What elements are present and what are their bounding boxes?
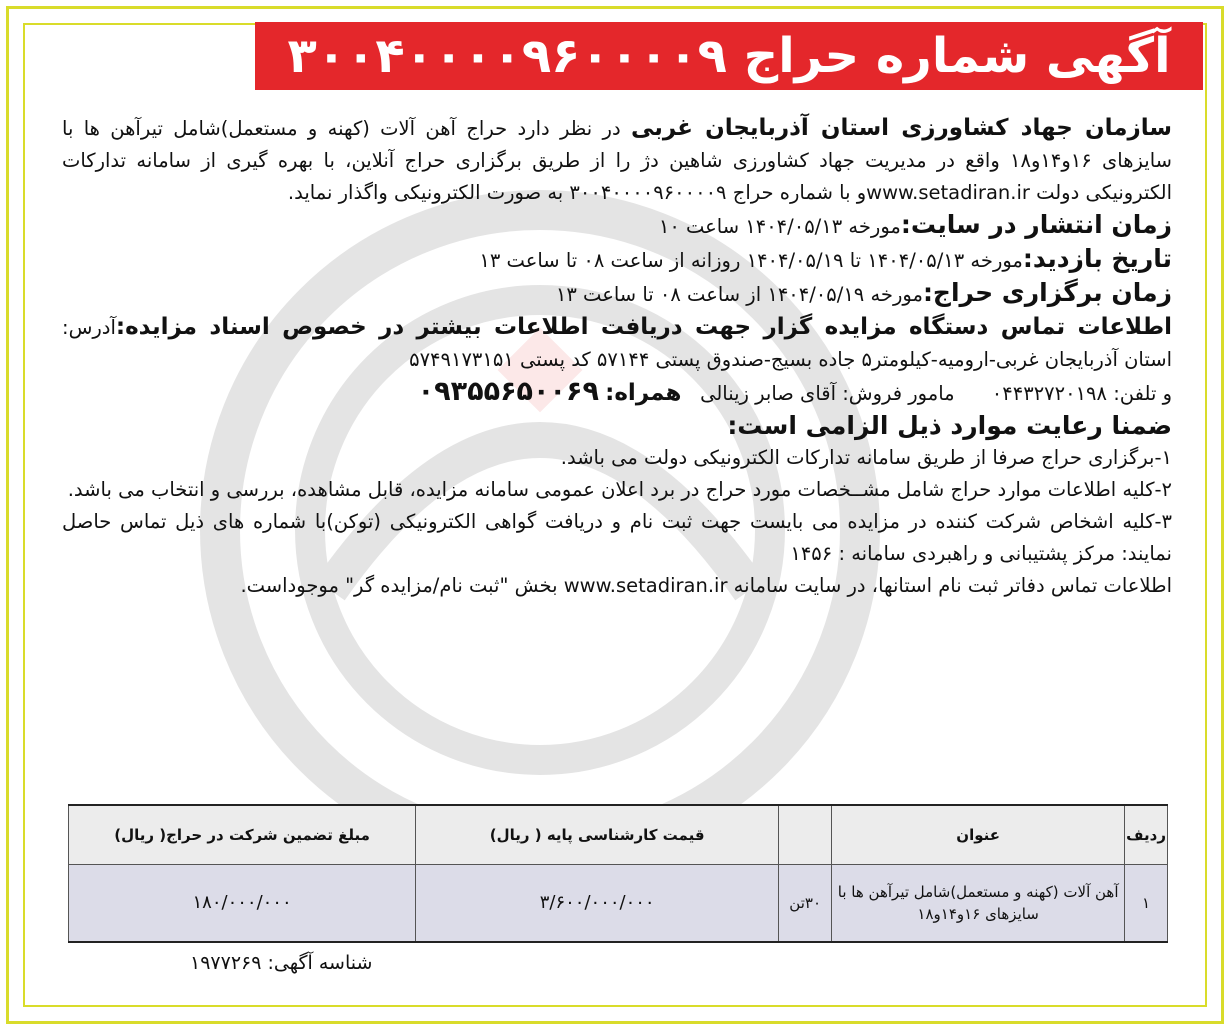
note-item: ۳-کلیه اشخاص شرکت کننده در مزایده می بایست جهت ثبت نام و دریافت گواهی الکترونیکی (توکن)با شماره های ذیل تماس حاصل نمایند: مرکز پشتیبانی و راهبردی سامانه : ۱۴۵۶ — [62, 510, 1172, 565]
setad-link[interactable]: www.setadiran.ir — [866, 181, 1030, 204]
contact-info — [62, 311, 1172, 376]
note-final: اطلاعات تماس دفاتر ثبت نام استانها، در سایت سامانه www.setadiran.ir بخش "ثبت نام/مزایده گر" موجوداست. — [240, 574, 1172, 597]
visit-date: تاریخ بازدید:مورخه ۱۴۰۴/۰۵/۱۳ تا ۱۴۰۴/۰۵/۱۹ روزانه از ساعت ۰۸ تا ساعت ۱۳ — [479, 244, 1172, 273]
auction-time: زمان برگزاری حراج:مورخه ۱۴۰۴/۰۵/۱۹ از ساعت ۰۸ تا ساعت ۱۳ — [555, 278, 1172, 307]
table-row — [69, 865, 1168, 943]
auction-table — [68, 804, 1168, 943]
note-item: ۱-برگزاری حراج صرفا از طریق سامانه تدارکات الکترونیکی دولت می باشد. — [560, 446, 1172, 469]
item-guarantee: ۱۸۰/۰۰۰/۰۰۰ — [69, 865, 416, 943]
publish-time: زمان انتشار در سایت:مورخه ۱۴۰۴/۰۵/۱۳ ساعت ۱۰ — [658, 210, 1172, 239]
contact-heading: اطلاعات تماس دستگاه مزایده گزار جهت دریافت اطلاعات بیشتر در خصوص اسناد مزایده: — [115, 314, 1172, 340]
table-header-row — [69, 805, 1168, 865]
col-base-price: قیمت کارشناسی پایه ( ریال) — [416, 805, 779, 865]
col-quantity — [779, 805, 832, 865]
phone: و تلفن: ۰۴۴۳۲۷۲۰۱۹۸ — [991, 382, 1172, 405]
item-base-price: ۳/۶۰۰/۰۰۰/۰۰۰ — [416, 865, 779, 943]
notes-list — [62, 442, 1172, 602]
col-guarantee: مبلغ تضمین شرکت در حراج( ریال) — [69, 805, 416, 865]
col-title: عنوان — [832, 805, 1125, 865]
phone-line: و تلفن: ۰۴۴۳۲۷۲۰۱۹۸ مامور فروش: آقای صابر زینالی همراه: ۰۹۳۵۵۶۵۰۰۶۹ — [417, 376, 1172, 407]
item-title: آهن آلات (کهنه و مستعمل)شامل تیرآهن ها با سایزهای ۱۶و۱۴و۱۸ — [832, 865, 1125, 943]
notes-heading: ضمنا رعایت موارد ذیل الزامی است: — [727, 411, 1172, 440]
sales-agent: مامور فروش: آقای صابر زینالی — [700, 382, 955, 405]
note-item: ۲-کلیه اطلاعات موارد حراج شامل مشــخصات مورد حراج در برد اعلان عمومی سامانه مزایده، قابل مشاهده، بررسی و انتخاب می باشد. — [67, 478, 1172, 501]
intro-paragraph: سازمان جهاد کشاورزی استان آذربایجان غربی در نظر دارد حراج آهن آلات (کهنه و مستعمل)شامل تیرآهن ها با سایزهای ۱۶و۱۴و۱۸ واقع در مدیریت جهاد کشاورزی شاهین دژ را از طریق برگزاری حراج آنلاین، با بهره گیری از سامانه تدارکات الکترونیکی دولت www.setadiran.irو با شماره حراج ۳۰۰۴۰۰۰۰۹۶۰۰۰۰۹ به صورت الکترونیکی واگذار نماید. — [62, 115, 1172, 204]
mobile-number: ۰۹۳۵۵۶۵۰۰۶۹ — [417, 376, 599, 407]
row-number: ۱ — [1125, 865, 1168, 943]
address: آدرس: استان آذربایجان غربی-ارومیه-کیلومتر۵ جاده بسیج-صندوق پستی ۵۷۱۴۴ کد پستی ۵۷۴۹۱۷۳۱۵۱ — [62, 316, 1172, 371]
auction-title: آگهی شماره حراج ۳۰۰۴۰۰۰۰۹۶۰۰۰۰۹ — [255, 22, 1203, 90]
organization-name: سازمان جهاد کشاورزی استان آذربایجان غربی — [631, 115, 1172, 141]
ad-identifier: شناسه آگهی: ۱۹۷۷۲۶۹ — [190, 952, 373, 974]
item-quantity: ۳۰تن — [779, 865, 832, 943]
col-row-number: ردیف — [1125, 805, 1168, 865]
ad-body — [62, 112, 1172, 602]
